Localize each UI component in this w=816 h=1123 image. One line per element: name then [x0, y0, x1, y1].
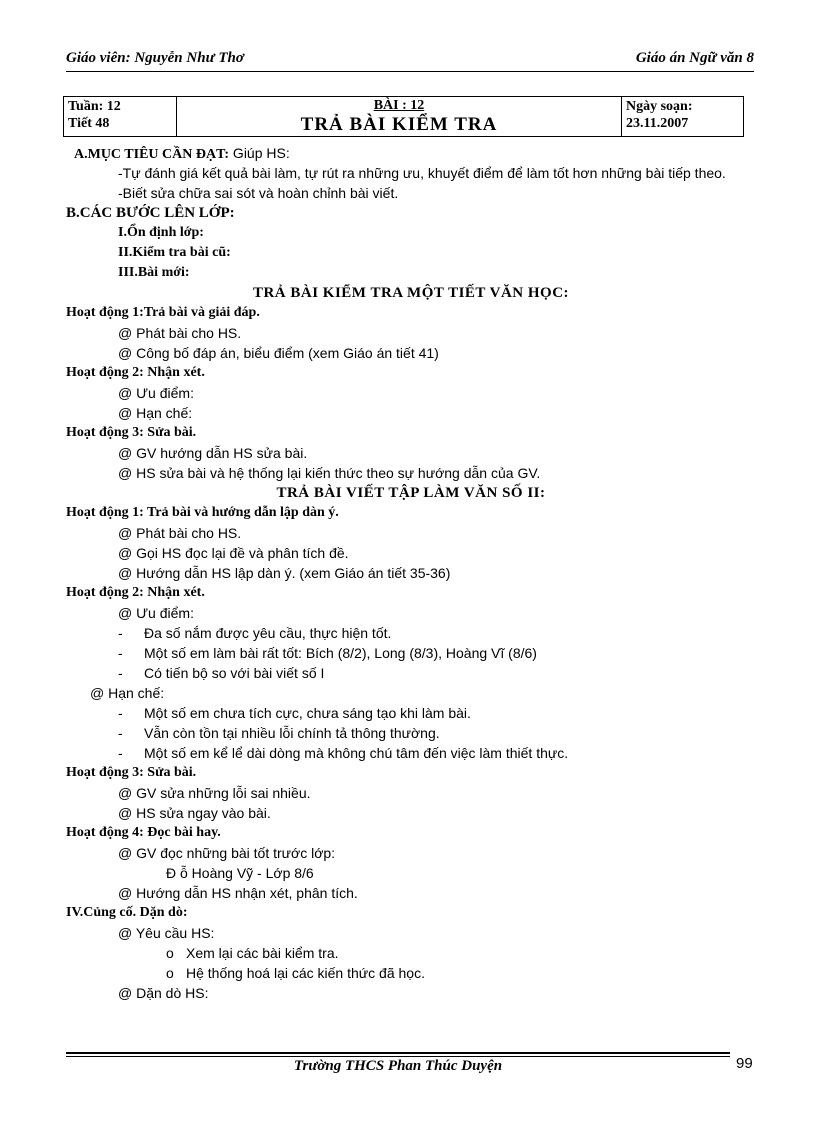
part2-activity-4-item: @ GV đọc những bài tốt trước lớp: — [118, 845, 336, 861]
weakness-text: Một số em chưa tích cực, chưa sáng tạo khi làm bài. — [144, 705, 471, 721]
part2-heading: TRẢ BÀI VIẾT TẬP LÀM VĂN SỐ II: — [276, 485, 546, 501]
weakness-item — [66, 743, 756, 763]
dash-mark: - — [118, 645, 123, 661]
part2-activity-1-item: @ Gọi HS đọc lại đề và phân tích đề. — [118, 545, 349, 561]
activity-3-item: @ GV hướng dẫn HS sửa bài. — [118, 445, 308, 461]
part2-activity-3-item: @ GV sửa những lỗi sai nhiều. — [118, 785, 311, 801]
strength-text: Một số em làm bài rất tốt: Bích (8/2), Long (8/3), Hoàng Vĩ (8/6) — [144, 645, 537, 661]
activity-1-item: @ Phát bài cho HS. — [118, 325, 242, 341]
step-3: III.Bài mới: — [118, 265, 190, 280]
weakness-item — [66, 703, 756, 723]
activity-3-item: @ HS sửa bài và hệ thống lại kiến thức theo sự hướng dẫn của GV. — [118, 465, 541, 481]
step-1: I.Ổn định lớp: — [118, 225, 204, 240]
date-label: Ngày soạn: — [626, 99, 693, 114]
strength-item — [66, 643, 756, 663]
step-2: II.Kiểm tra bài cũ: — [118, 245, 231, 260]
week-cell — [64, 97, 177, 137]
part1-heading: TRẢ BÀI KIỂM TRA MỘT TIẾT VĂN HỌC: — [252, 285, 570, 301]
good-essay-student: Đ ỗ Hoàng Vỹ - Lớp 8/6 — [166, 865, 314, 881]
part2-activity-2-heading: Hoạt động 2: Nhận xét. — [66, 585, 205, 600]
homework-label: @ Dặn dò HS: — [118, 985, 209, 1001]
strength-text: Đa số nắm được yêu cầu, thực hiện tốt. — [144, 625, 392, 641]
part2-activity-4-heading: Hoạt động 4: Đọc bài hay. — [66, 825, 221, 840]
dash-mark: - — [118, 705, 123, 721]
strengths-label: @ Ưu điểm: — [118, 605, 194, 621]
section-a-note: Giúp HS: — [229, 145, 290, 161]
lesson-number: BÀI : 12 — [373, 98, 425, 113]
activity-1-item: @ Công bố đáp án, biểu điểm (xem Giáo án tiết 41) — [118, 345, 439, 361]
part2-activity-3-heading: Hoạt động 3: Sửa bài. — [66, 765, 197, 780]
dash-mark: - — [118, 625, 123, 641]
requirements-label: @ Yêu cầu HS: — [118, 925, 215, 941]
lesson-body — [66, 143, 756, 1003]
section-iv-heading: IV.Củng cố. Dặn dò: — [66, 905, 188, 920]
period-label: Tiết 48 — [68, 116, 110, 131]
objective-2: -Biết sửa chữa sai sót và hoàn chỉnh bài viết. — [118, 185, 399, 201]
section-b-heading: B.CÁC BƯỚC LÊN LỚP: — [66, 205, 235, 221]
bullet-mark: o — [166, 965, 174, 981]
activity-2-item: @ Ưu điểm: — [118, 385, 194, 401]
bullet-mark: o — [166, 945, 174, 961]
weakness-text: Một số em kể lể dài dòng mà không chú tâm đến việc làm thiết thực. — [144, 745, 569, 761]
strength-item — [66, 663, 756, 683]
dash-mark: - — [118, 665, 123, 681]
strength-text: Có tiến bộ so với bài viết số I — [144, 665, 325, 681]
weakness-item — [66, 723, 756, 743]
dash-mark: - — [118, 725, 123, 741]
header-subject: Giáo án Ngữ văn 8 — [635, 50, 754, 66]
lesson-title: TRẢ BÀI KIỂM TRA — [300, 114, 498, 135]
part2-activity-4-item: @ Hướng dẫn HS nhận xét, phân tích. — [118, 885, 358, 901]
strength-item — [66, 623, 756, 643]
dash-mark: - — [118, 745, 123, 761]
part2-activity-1-item: @ Phát bài cho HS. — [118, 525, 242, 541]
lesson-info-table — [63, 96, 744, 137]
activity-2-item: @ Hạn chế: — [118, 405, 193, 421]
page-header — [66, 50, 754, 67]
footer-rule — [66, 1052, 730, 1054]
part2-activity-3-item: @ HS sửa ngay vào bài. — [118, 805, 271, 821]
part2-activity-1-heading: Hoạt động 1: Trả bài và hướng dẫn lập dàn ý. — [66, 505, 339, 520]
week-label: Tuần: 12 — [68, 99, 121, 114]
activity-2-heading: Hoạt động 2: Nhận xét. — [66, 365, 205, 380]
section-a — [66, 143, 756, 163]
footer-rule — [66, 1056, 730, 1057]
objective-1: -Tự đánh giá kết quả bài làm, tự rút ra những ưu, khuyết điểm để làm tốt hơn những bài tiếp theo. — [118, 165, 726, 181]
requirement-item — [66, 943, 756, 963]
weaknesses-label: @ Hạn chế: — [90, 685, 165, 701]
lesson-title-cell — [177, 97, 622, 137]
date-cell — [622, 97, 744, 137]
weakness-text: Vẫn còn tồn tại nhiều lỗi chính tả thông thường. — [144, 725, 440, 741]
requirement-item — [66, 963, 756, 983]
page-number: 99 — [736, 1055, 753, 1072]
date-value: 23.11.2007 — [626, 116, 689, 131]
footer-school: Trường THCS Phan Thúc Duyện — [293, 1058, 503, 1074]
part2-activity-1-item: @ Hướng dẫn HS lập dàn ý. (xem Giáo án tiết 35-36) — [118, 565, 451, 581]
header-rule — [66, 71, 754, 72]
activity-3-heading: Hoạt động 3: Sửa bài. — [66, 425, 197, 440]
header-teacher: Giáo viên: Nguyễn Như Thơ — [66, 50, 244, 66]
requirement-text: Xem lại các bài kiểm tra. — [186, 945, 339, 961]
section-a-heading: A.MỤC TIÊU CẦN ĐẠT: — [74, 147, 230, 162]
activity-1-heading: Hoạt động 1:Trả bài và giải đáp. — [66, 305, 260, 320]
requirement-text: Hệ thống hoá lại các kiến thức đã học. — [186, 965, 425, 981]
